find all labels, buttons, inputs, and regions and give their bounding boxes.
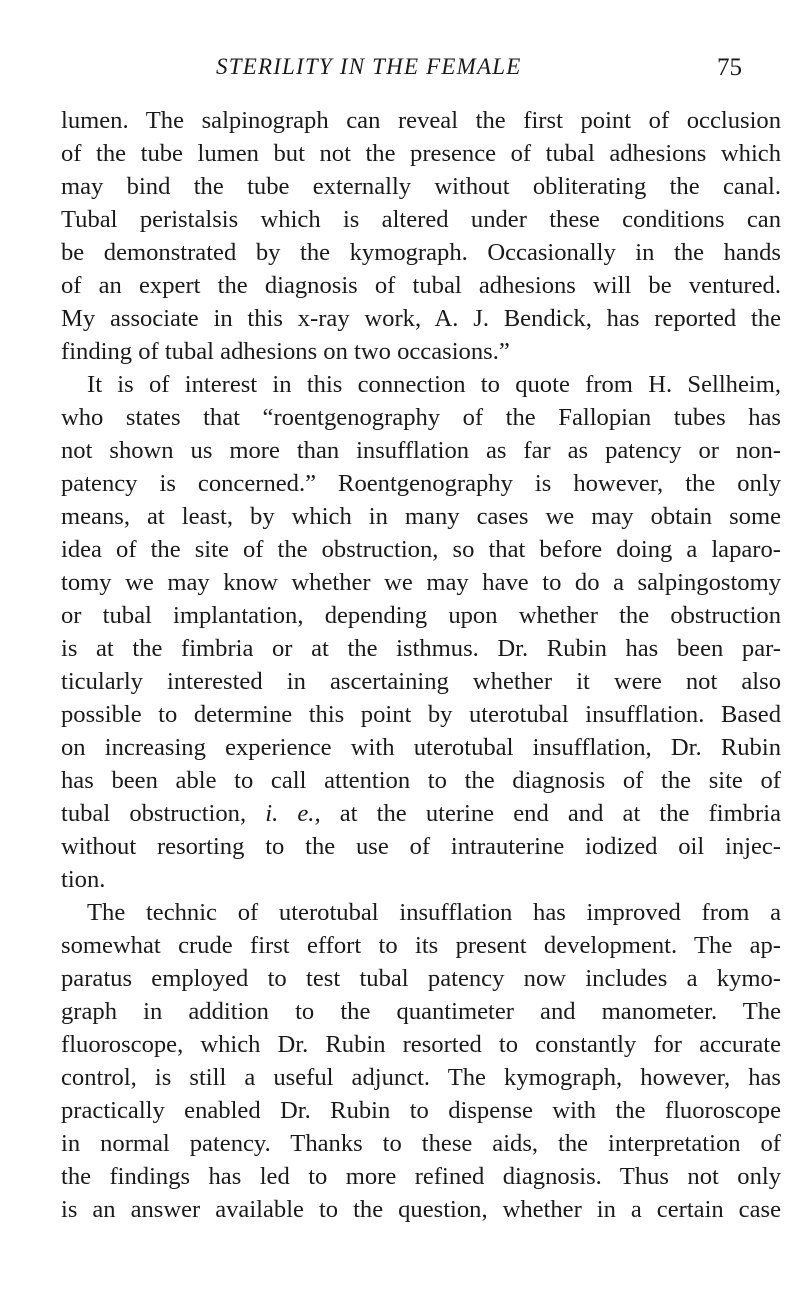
text-line: the findings has led to more refined diagnosis. Thus not only — [61, 1163, 781, 1190]
text-line: of the tube lumen but not the presence of tubal adhesions which — [61, 140, 781, 167]
text-line: patency is concerned.” Roentgenography is however, the only — [61, 470, 781, 497]
text-line: is an answer available to the question, whether in a certain case — [61, 1196, 781, 1223]
text-line: finding of tubal adhesions on two occasions.” — [61, 338, 510, 365]
text-line: paratus employed to test tubal patency now includes a kymo- — [61, 965, 781, 992]
text-line: or tubal implantation, depending upon whether the obstruction — [61, 602, 781, 629]
text-line: Tubal peristalsis which is altered under these conditions can — [61, 206, 781, 233]
text-line: graph in addition to the quantimeter and manometer. The — [61, 998, 781, 1025]
text-line: of an expert the diagnosis of tubal adhesions will be ventured. — [61, 272, 781, 299]
text-line: practically enabled Dr. Rubin to dispense with the fluoroscope — [61, 1097, 781, 1124]
text-line: It is of interest in this connection to quote from H. Sellheim, — [87, 371, 781, 398]
text-line: The technic of uterotubal insufflation has improved from a — [87, 899, 781, 926]
text-line: on increasing experience with uterotubal insufflation, Dr. Rubin — [61, 734, 781, 761]
text-line: possible to determine this point by uterotubal insufflation. Based — [61, 701, 781, 728]
text-line: ticularly interested in ascertaining whether it were not also — [61, 668, 781, 695]
text-line: has been able to call attention to the diagnosis of the site of — [61, 767, 781, 794]
text-line: tomy we may know whether we may have to do a salpingostomy — [61, 569, 781, 596]
text-line: who states that “roentgenography of the Fallopian tubes has — [61, 404, 781, 431]
text-segment: at the uterine end and at the fimbria — [339, 800, 781, 827]
text-line-with-italic — [61, 797, 781, 830]
page-number: 75 — [717, 54, 742, 81]
text-line: be demonstrated by the kymograph. Occasionally in the hands — [61, 239, 781, 266]
running-head — [0, 50, 800, 86]
text-line: My associate in this x-ray work, A. J. Bendick, has reported the — [61, 305, 781, 332]
text-line: without resorting to the use of intrauterine iodized oil injec- — [61, 833, 781, 860]
italic-phrase: i. e., — [265, 800, 321, 827]
text-line: lumen. The salpinograph can reveal the first point of occlusion — [61, 107, 781, 134]
running-title: STERILITY IN THE FEMALE — [216, 54, 522, 79]
text-line: tion. — [61, 866, 106, 893]
text-line: idea of the site of the obstruction, so that before doing a laparo- — [61, 536, 781, 563]
text-line: may bind the tube externally without obliterating the canal. — [61, 173, 781, 200]
text-line: control, is still a useful adjunct. The kymograph, however, has — [61, 1064, 781, 1091]
text-line: in normal patency. Thanks to these aids, the interpretation of — [61, 1130, 781, 1157]
text-line: is at the fimbria or at the isthmus. Dr. Rubin has been par- — [61, 635, 781, 662]
text-line: not shown us more than insufflation as far as patency or non- — [61, 437, 781, 464]
text-line: means, at least, by which in many cases we may obtain some — [61, 503, 781, 530]
text-segment: tubal obstruction, — [61, 800, 247, 827]
text-line: fluoroscope, which Dr. Rubin resorted to constantly for accurate — [61, 1031, 781, 1058]
text-line: somewhat crude first effort to its present development. The ap- — [61, 932, 781, 959]
